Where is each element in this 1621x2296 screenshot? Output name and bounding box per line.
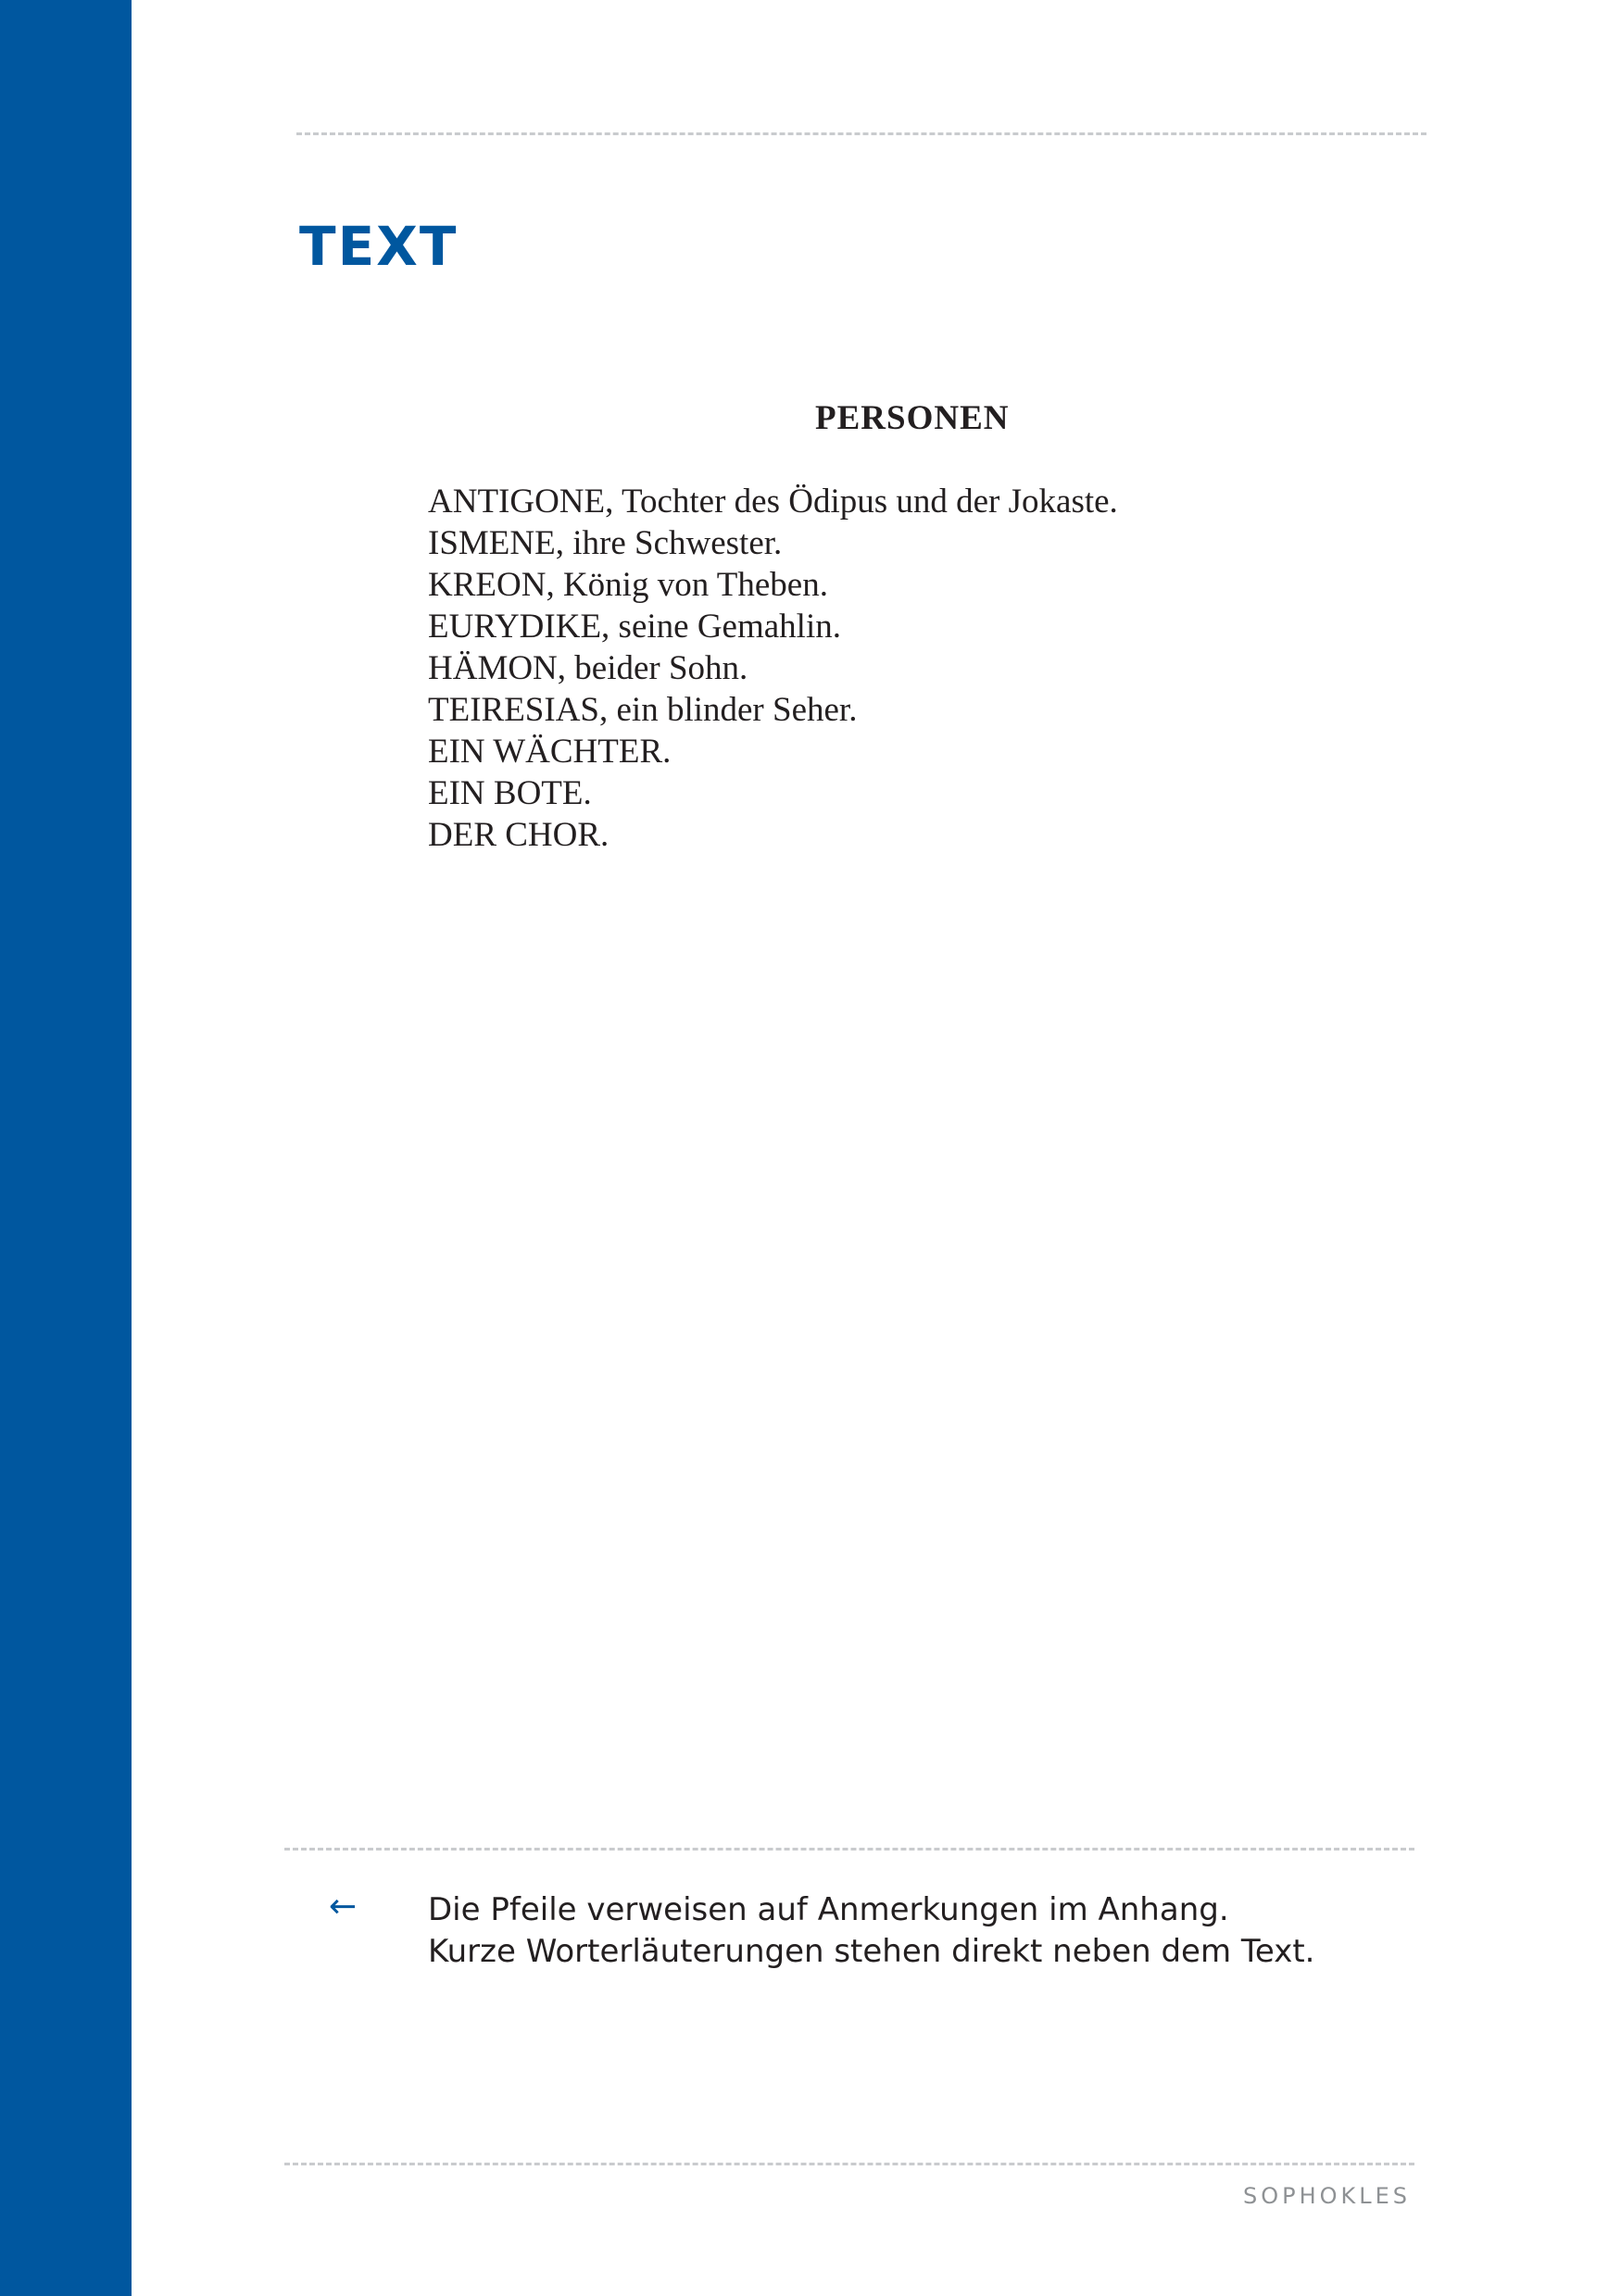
top-divider xyxy=(296,132,1426,135)
footer-label: SOPHOKLES xyxy=(1243,2183,1412,2209)
person-ismene: ISMENE, ihre Schwester. xyxy=(428,524,783,562)
persons-list xyxy=(428,481,1118,856)
section-title: TEXT xyxy=(299,215,459,278)
note-line-1: Die Pfeile verweisen auf Anmerkungen im Anhang. xyxy=(428,1891,1229,1928)
sidebar-band xyxy=(0,0,132,2296)
persons-heading: PERSONEN xyxy=(815,399,1010,437)
person-antigone: ANTIGONE, Tochter des Ödipus und der Jokaste. xyxy=(428,483,1118,521)
person-kreon: KREON, König von Theben. xyxy=(428,566,828,604)
person-bote: EIN BOTE. xyxy=(428,774,592,812)
person-teiresias: TEIRESIAS, ein blinder Seher. xyxy=(428,691,858,729)
note-divider xyxy=(284,1848,1414,1851)
person-waechter: EIN WÄCHTER. xyxy=(428,733,672,771)
person-haemon: HÄMON, beider Sohn. xyxy=(428,649,748,687)
note-text xyxy=(428,1889,1314,1973)
footer-divider xyxy=(284,2163,1414,2165)
arrow-left-icon: ← xyxy=(329,1888,358,1926)
person-eurydike: EURYDIKE, seine Gemahlin. xyxy=(428,608,841,646)
person-chor: DER CHOR. xyxy=(428,816,609,854)
note-line-2: Kurze Worterläuterungen stehen direkt neben dem Text. xyxy=(428,1933,1315,1970)
